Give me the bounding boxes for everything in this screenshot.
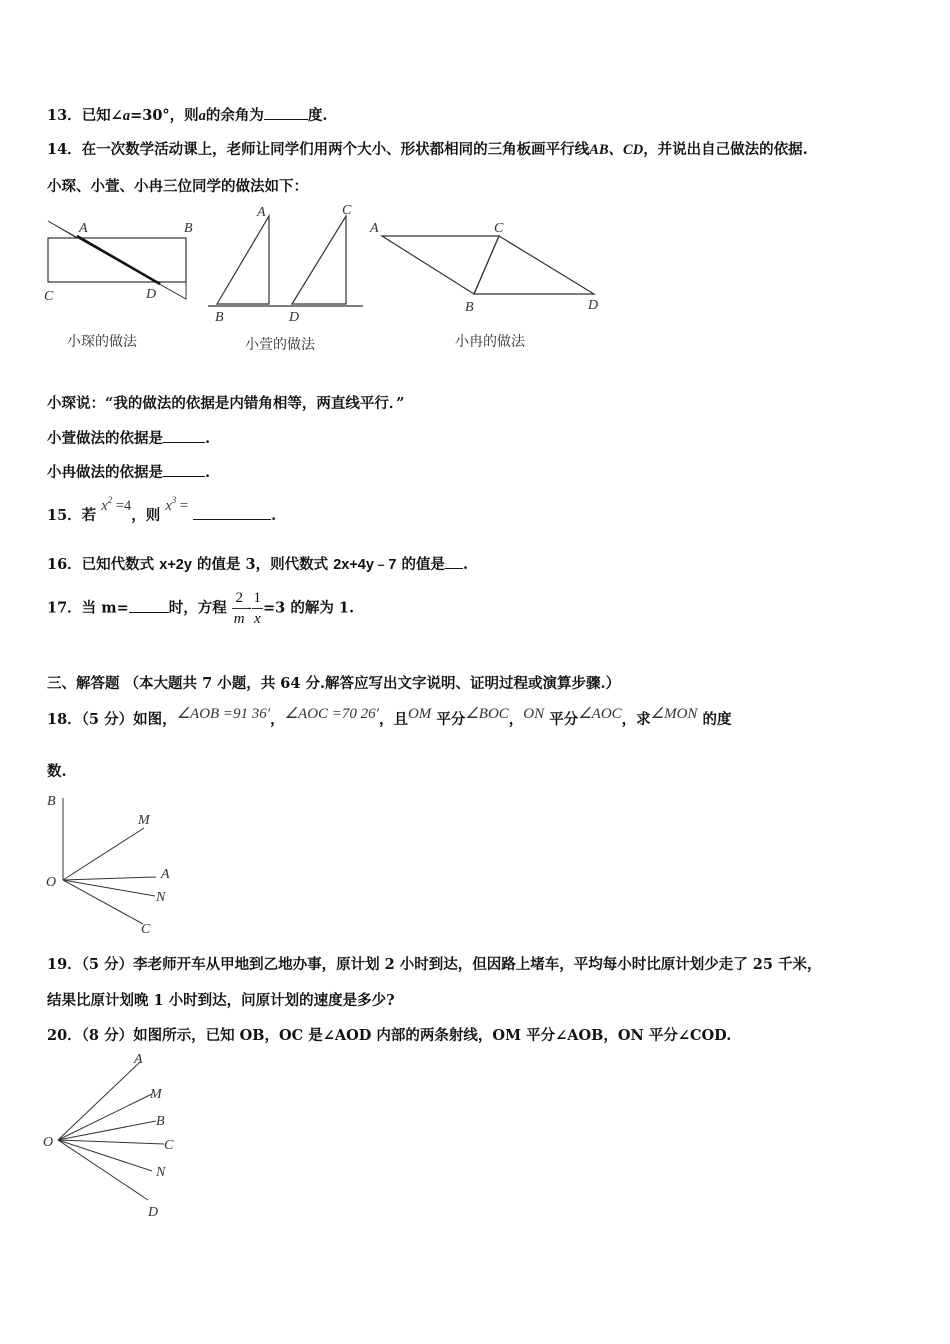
question-13: 13．已知∠a=30°，则a的余角为 度.: [47, 107, 328, 124]
ray-om: [58, 1094, 152, 1140]
ray-od: [58, 1140, 148, 1200]
label-n: N: [156, 890, 166, 905]
label-m: M: [138, 813, 150, 828]
ray-om: [63, 828, 144, 880]
question-14-line-1: 14．在一次数学活动课上，老师让同学们用两个大小、形状都相同的三角板画平行线AB、CD，并说出自己做法的依据.: [47, 141, 808, 158]
label-b: B: [184, 221, 193, 236]
triangle-right: [292, 216, 346, 304]
answer-blank[interactable]: [163, 430, 205, 443]
question-18-line-1: 18．（5 分）如图，∠AOB =91 36′，∠AOC =70 26′，且OM 平分∠BOC，ON 平分∠AOC，求∠MON 的度: [47, 706, 732, 728]
figure-ran: [368, 212, 608, 315]
question-16: 16．已知代数式 x+2y 的值是 3，则代数式 2x+4y﹣7 的值是 .: [47, 556, 469, 573]
figure-xuan: [205, 200, 365, 325]
question-14-line-2: 小琛、小萱、小冉三位同学的做法如下：: [47, 178, 308, 195]
question-17: 17．当 m= 时，方程 $\frac{2}{m}$ - $\frac{1}{x}$ =3 的解为 1.: [47, 590, 355, 627]
label-c: C: [342, 203, 352, 218]
label-a: A: [79, 221, 88, 236]
fraction-2-over-m: $\frac{2}{m}$: [233, 590, 245, 627]
question-20-line-1: 20．（8 分）如图所示，已知 OB，OC 是∠AOD 内部的两条射线，OM 平分∠AOB，ON 平分∠COD.: [47, 1027, 732, 1044]
question-18-line-2: 数.: [47, 763, 67, 780]
label-d: D: [146, 287, 157, 302]
answer-blank[interactable]: [264, 107, 308, 120]
label-d: D: [289, 310, 300, 325]
line-ad: [77, 236, 160, 284]
ray-oc: [58, 1140, 164, 1144]
label-c: C: [44, 289, 54, 304]
label-d: D: [148, 1205, 159, 1220]
triangle-left: [217, 216, 269, 304]
label-b: B: [156, 1114, 165, 1129]
label-m: M: [150, 1087, 162, 1102]
label-o: O: [43, 1135, 54, 1150]
question-19-line-1: 19．（5 分）李老师开车从甲地到乙地办事，原计划 2 小时到达，但因路上堵车，平均每小时比原计划少走了 25 千米，: [47, 956, 822, 973]
label-b: B: [47, 794, 56, 809]
label-c: C: [494, 221, 504, 236]
label-n: N: [156, 1165, 166, 1180]
caption-xuan: 小萱的做法: [245, 336, 315, 352]
question-14-line-5: 小冉做法的依据是 .: [47, 464, 211, 481]
answer-blank[interactable]: [163, 464, 205, 477]
label-b: B: [465, 300, 474, 315]
label-d: D: [588, 298, 599, 313]
equation-x2: $x^2 =4$: [101, 495, 132, 514]
label-a: A: [134, 1052, 143, 1067]
label-a: A: [370, 221, 379, 236]
question-14-line-4: 小萱做法的依据是 .: [47, 430, 211, 447]
label-a: A: [161, 867, 170, 882]
label-b: B: [215, 310, 224, 325]
figure-q18: [44, 790, 194, 940]
ray-on: [58, 1140, 152, 1171]
label-c: C: [164, 1138, 174, 1153]
answer-blank[interactable]: [129, 600, 169, 613]
triangle-abc: [382, 236, 499, 294]
ray-ob: [58, 1121, 156, 1140]
triangle-cbd: [474, 236, 594, 294]
answer-blank[interactable]: [445, 556, 463, 569]
fraction-1-over-x: $\frac{1}{x}$: [253, 590, 262, 627]
caption-ran: 小冉的做法: [455, 333, 525, 349]
label-c: C: [141, 922, 151, 937]
question-19-line-2: 结果比原计划晚 1 小时到达，问原计划的速度是多少?: [47, 992, 395, 1009]
question-15: 15．若 $x^2 =4$，则 $x^3$ = .: [47, 495, 277, 524]
label-a: A: [257, 205, 266, 220]
ray-oa: [58, 1062, 140, 1140]
section-3-heading: 三、解答题 （本大题共 7 小题，共 64 分.解答应写出文字说明、证明过程或演算步骤.）: [47, 675, 621, 692]
figure-chen: [40, 218, 200, 308]
answer-blank[interactable]: [193, 507, 271, 520]
caption-chen: 小琛的做法: [67, 333, 137, 349]
equation-x3: $x^3$ =: [165, 495, 189, 514]
figure-q20: [40, 1048, 190, 1223]
ray-oa: [63, 877, 156, 880]
label-o: O: [46, 875, 57, 890]
question-14-line-3: 小琛说：“我的做法的依据是内错角相等，两直线平行．”: [47, 395, 405, 412]
